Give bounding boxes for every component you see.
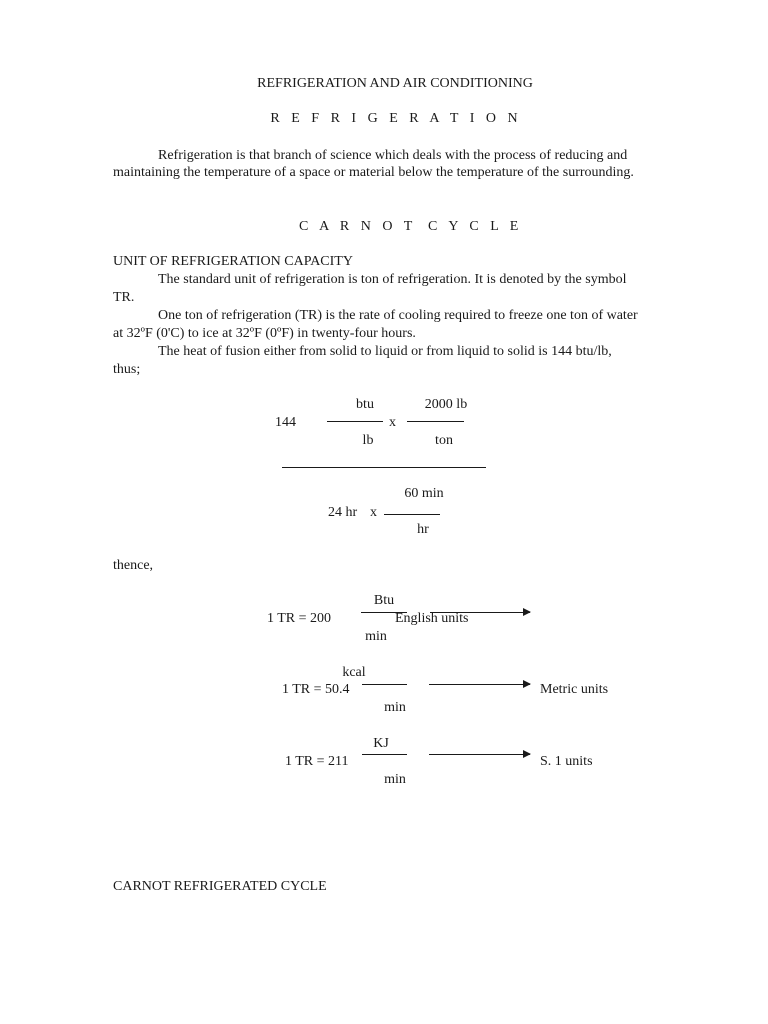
paragraph-1-line-2: TR. — [113, 290, 135, 305]
formula-60-min: 60 min — [404, 486, 444, 501]
carnot-refrigerated-cycle-heading: CARNOT REFRIGERATED CYCLE — [113, 879, 327, 894]
fraction-bar-btu-lb — [327, 421, 383, 422]
conversion-unit: English units — [395, 611, 469, 626]
fraction-bar-min-hr — [384, 514, 440, 515]
paragraph-2-line-2: at 32ºF (0'C) to ice at 32ºF (0ºF) in twenty-four hours. — [113, 326, 416, 341]
thence-label: thence, — [113, 558, 154, 573]
conversion-left: 1 TR = 50.4 — [282, 682, 350, 697]
carnot-heading-word-1: C A R N O T — [299, 219, 417, 234]
right-arrow-icon — [429, 754, 530, 755]
formula-hr: hr — [417, 522, 429, 537]
document-title: REFRIGERATION AND AIR CONDITIONING — [257, 76, 533, 91]
conversion-denominator: min — [384, 700, 406, 715]
formula-multiply-1: x — [389, 415, 396, 430]
conversion-fraction-bar — [362, 684, 407, 685]
conversion-unit: S. 1 units — [540, 754, 593, 769]
conversion-numerator: Btu — [373, 593, 395, 608]
section-title-refrigeration: R E F R I G E R A T I O N — [270, 111, 522, 126]
right-arrow-icon — [429, 684, 530, 685]
main-fraction-bar — [282, 467, 486, 468]
fraction-bar-lb-ton — [407, 421, 464, 422]
paragraph-2-line-1: One ton of refrigeration (TR) is the rate of cooling required to freeze one ton of water — [158, 308, 638, 323]
formula-ton: ton — [435, 433, 453, 448]
paragraph-1-line-1: The standard unit of refrigeration is ton of refrigeration. It is denoted by the symbol — [158, 272, 627, 287]
conversion-numerator: kcal — [342, 665, 366, 680]
conversion-left: 1 TR = 200 — [267, 611, 332, 626]
formula-144: 144 — [275, 415, 296, 430]
conversion-unit: Metric units — [540, 682, 609, 697]
conversion-numerator: KJ — [373, 736, 389, 751]
formula-24-hr: 24 hr — [328, 505, 358, 520]
conversion-denominator: min — [384, 772, 406, 787]
conversion-fraction-bar — [362, 754, 407, 755]
conversion-denominator: min — [365, 629, 387, 644]
formula-lb: lb — [362, 433, 374, 448]
unit-heading: UNIT OF REFRIGERATION CAPACITY — [113, 254, 353, 269]
formula-btu: btu — [356, 397, 374, 412]
formula-2000-lb: 2000 lb — [424, 397, 468, 412]
intro-line-1: Refrigeration is that branch of science which deals with the process of reducing and — [158, 148, 628, 163]
conversion-left: 1 TR = 211 — [285, 754, 349, 769]
paragraph-3-line-2: thus; — [113, 362, 141, 377]
formula-multiply-2: x — [370, 505, 377, 520]
carnot-heading-word-2: C Y C L E — [428, 219, 523, 234]
intro-line-2: maintaining the temperature of a space or material below the temperature of the surrounding. — [113, 165, 634, 180]
paragraph-3-line-1: The heat of fusion either from solid to liquid or from liquid to solid is 144 btu/lb, — [158, 344, 612, 359]
right-arrow-icon — [430, 612, 530, 613]
